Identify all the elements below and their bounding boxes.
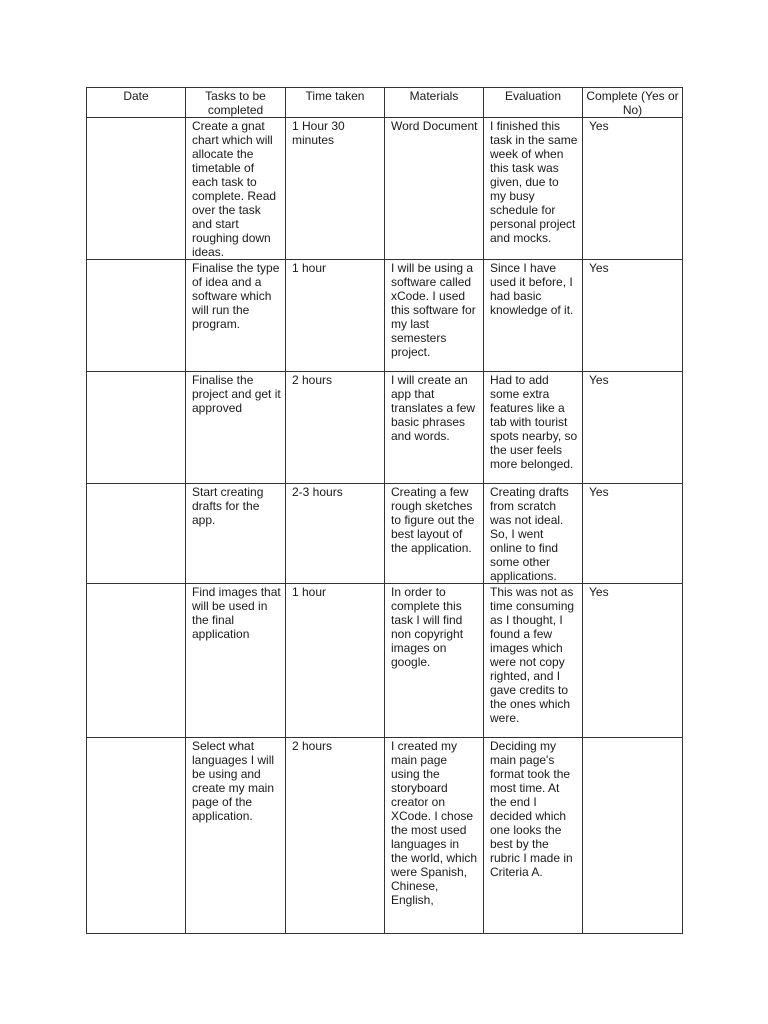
task-cell: Finalise the type of idea and a software which will run the program. — [186, 260, 286, 372]
task-cell: Finalise the project and get it approved — [186, 372, 286, 484]
evaluation-cell: Since I have used it before, I had basic knowledge of it. — [484, 260, 583, 372]
table-row — [87, 118, 683, 260]
time-cell: 1 hour — [286, 584, 385, 738]
header-time: Time taken — [286, 88, 385, 118]
table-row — [87, 484, 683, 584]
header-evaluation: Evaluation — [484, 88, 583, 118]
evaluation-cell: This was not as time consuming as I thought, I found a few images which were not copy righted, and I gave credits to the ones which were. — [484, 584, 583, 738]
time-cell: 2 hours — [286, 738, 385, 934]
table-row — [87, 584, 683, 738]
task-cell: Select what languages I will be using and create my main page of the application. — [186, 738, 286, 934]
evaluation-cell: I finished this task in the same week of when this task was given, due to my busy schedule for personal project and mocks. — [484, 118, 583, 260]
task-cell: Find images that will be used in the final application — [186, 584, 286, 738]
complete-cell: Yes — [583, 118, 683, 260]
date-cell — [87, 584, 186, 738]
materials-cell: Word Document — [385, 118, 484, 260]
evaluation-cell: Deciding my main page's format took the most time. At the end I decided which one looks the best by the rubric I made in Criteria A. — [484, 738, 583, 934]
materials-cell: I will create an app that translates a few basic phrases and words. — [385, 372, 484, 484]
time-cell: 2-3 hours — [286, 484, 385, 584]
time-cell: 2 hours — [286, 372, 385, 484]
materials-cell: I will be using a software called xCode. I used this software for my last semesters project. — [385, 260, 484, 372]
table-row — [87, 260, 683, 372]
complete-cell: Yes — [583, 484, 683, 584]
date-cell — [87, 118, 186, 260]
task-cell: Start creating drafts for the app. — [186, 484, 286, 584]
date-cell — [87, 372, 186, 484]
time-cell: 1 hour — [286, 260, 385, 372]
evaluation-cell: Had to add some extra features like a tab with tourist spots nearby, so the user feels more belonged. — [484, 372, 583, 484]
header-date: Date — [87, 88, 186, 118]
table-row — [87, 372, 683, 484]
time-cell: 1 Hour 30 minutes — [286, 118, 385, 260]
materials-cell: Creating a few rough sketches to figure out the best layout of the application. — [385, 484, 484, 584]
header-complete: Complete (Yes or No) — [583, 88, 683, 118]
complete-cell: Yes — [583, 584, 683, 738]
header-tasks: Tasks to be completed — [186, 88, 286, 118]
task-planning-table — [86, 87, 683, 934]
materials-cell: I created my main page using the storyboard creator on XCode. I chose the most used languages in the world, which were Spanish, Chinese, English, — [385, 738, 484, 934]
complete-cell — [583, 738, 683, 934]
complete-cell: Yes — [583, 372, 683, 484]
table-row — [87, 738, 683, 934]
header-materials: Materials — [385, 88, 484, 118]
date-cell — [87, 260, 186, 372]
date-cell — [87, 738, 186, 934]
header-row — [87, 88, 683, 118]
task-cell: Create a gnat chart which will allocate the timetable of each task to complete. Read over the task and start roughing down ideas. — [186, 118, 286, 260]
date-cell — [87, 484, 186, 584]
complete-cell: Yes — [583, 260, 683, 372]
materials-cell: In order to complete this task I will find non copyright images on google. — [385, 584, 484, 738]
evaluation-cell: Creating drafts from scratch was not ideal. So, I went online to find some other applications. — [484, 484, 583, 584]
